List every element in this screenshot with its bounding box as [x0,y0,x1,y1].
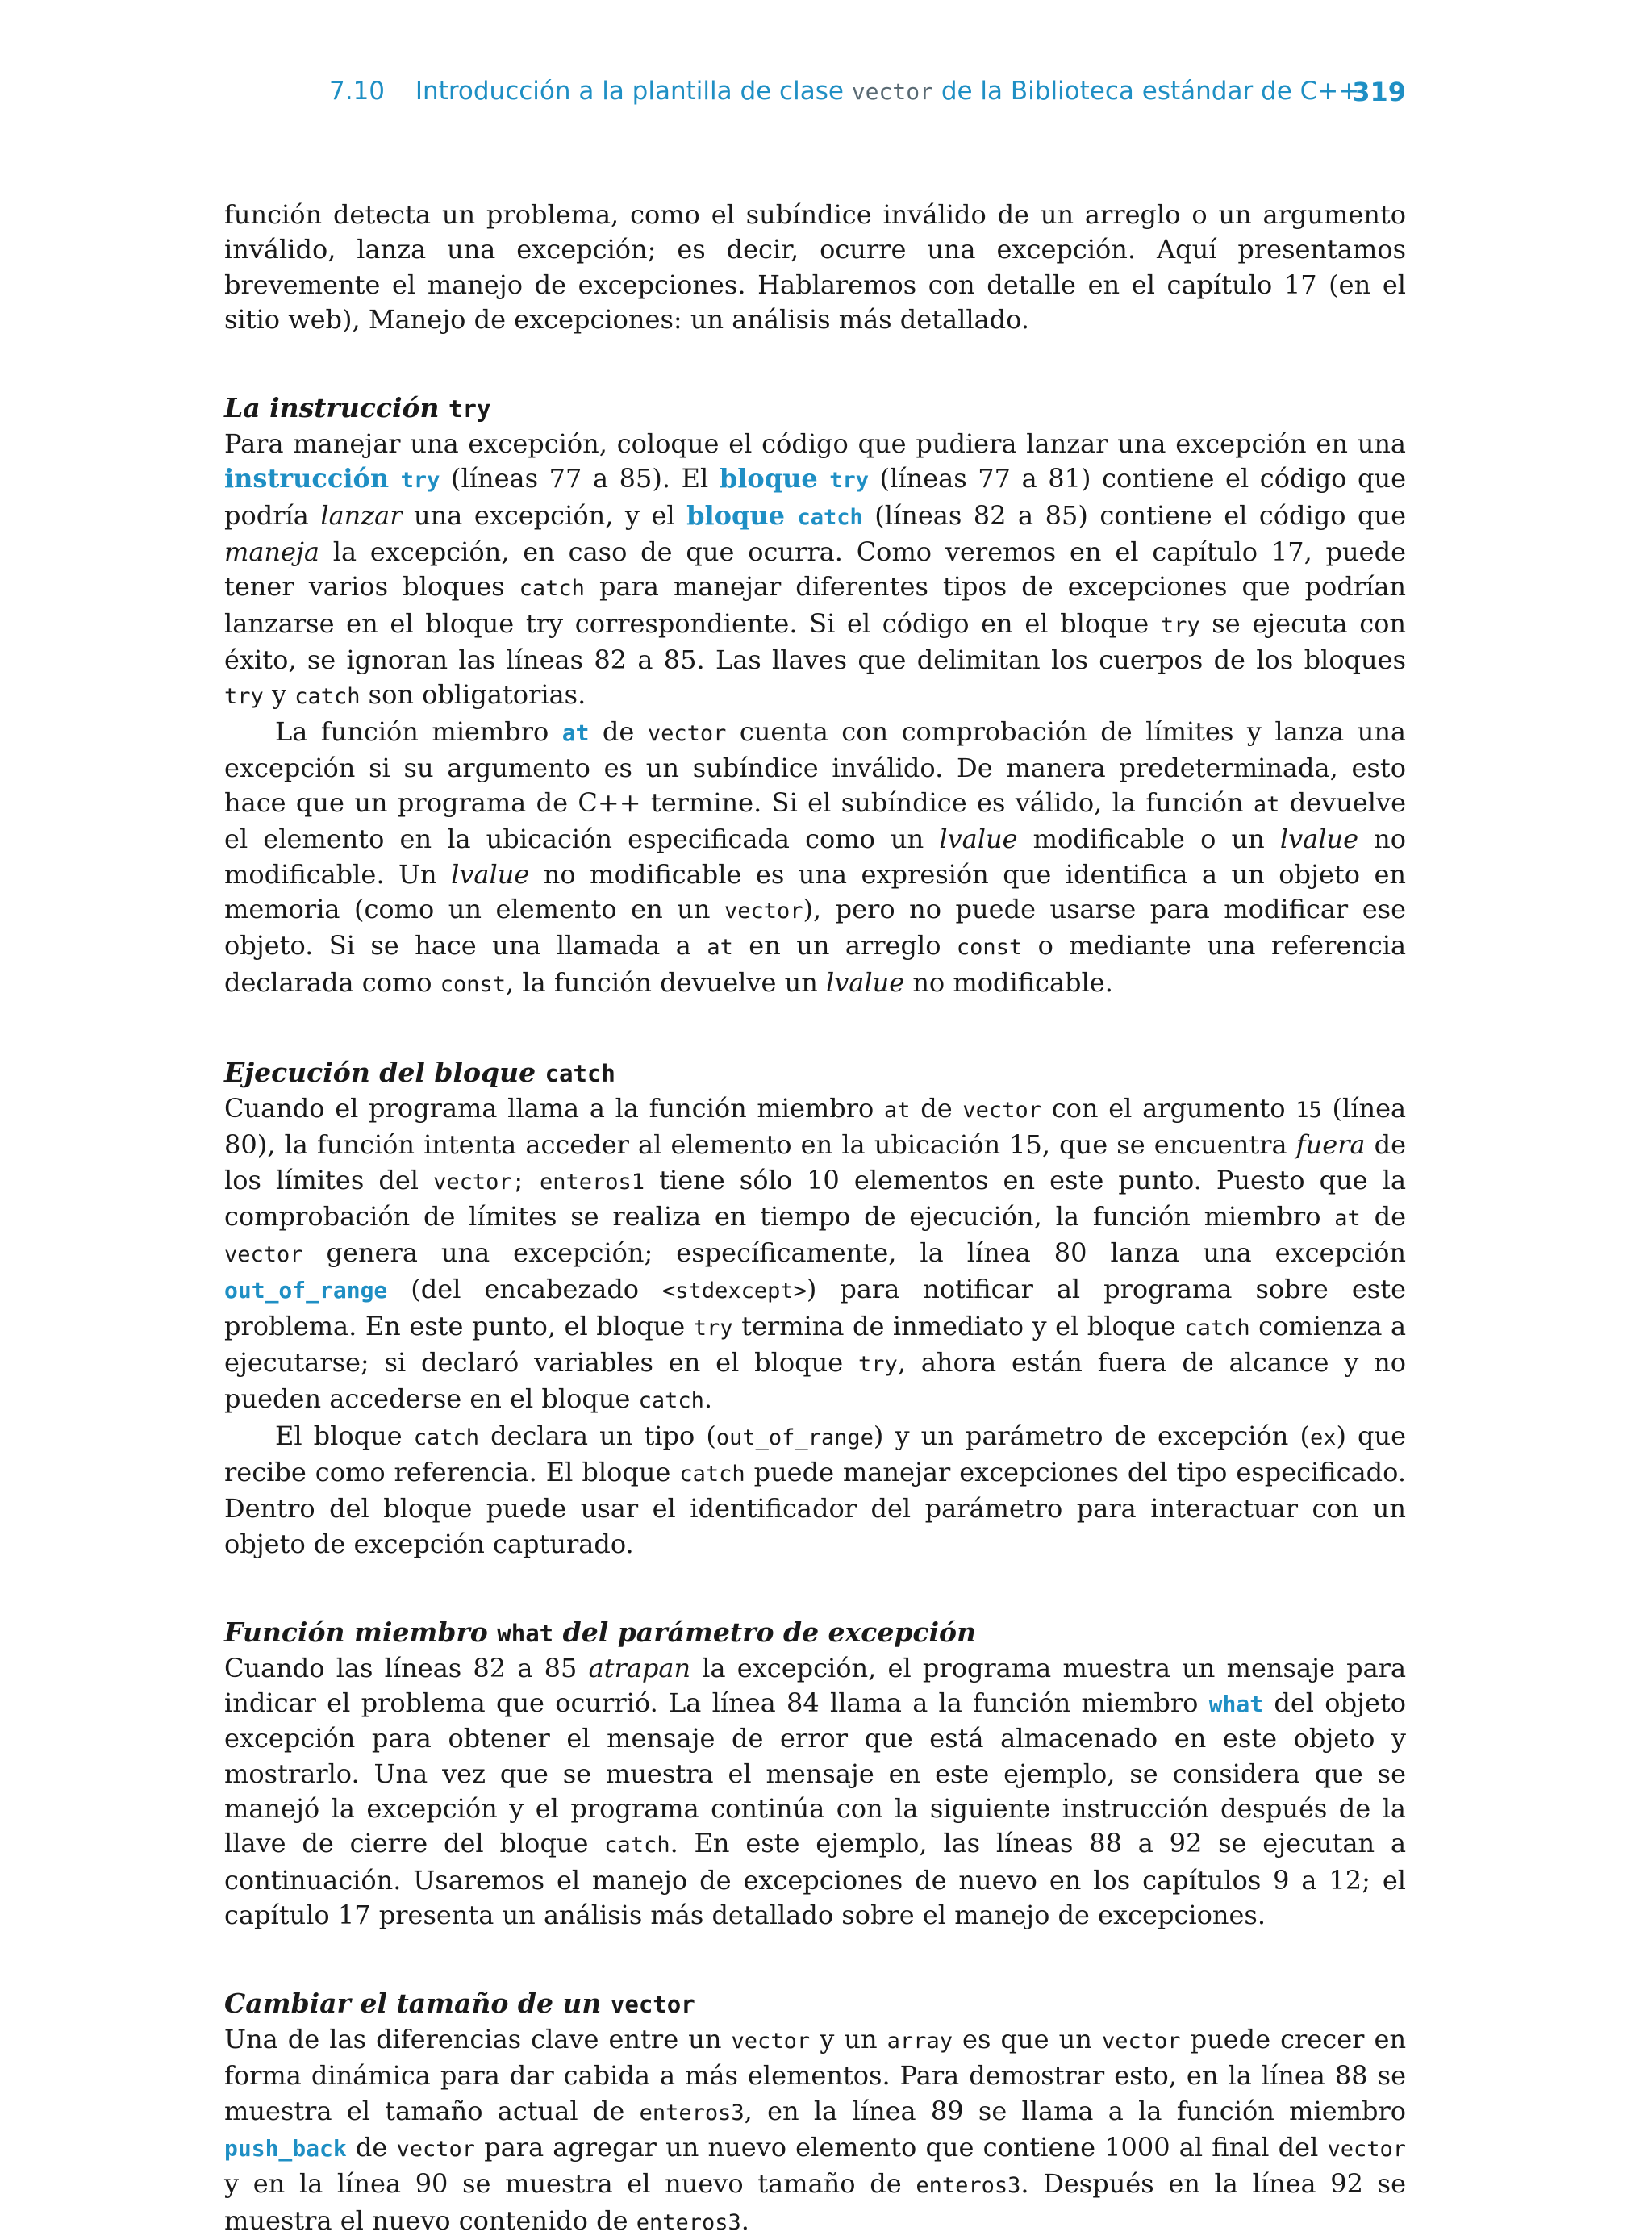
key-term-out-of-range: out_of_range [224,1277,388,1304]
paragraph-catch-1: Cuando el programa llama a la función miembro at de vector con el argumento 15 (línea 80), la función intenta acceder al elemento en la ubicación 15, que se encuentra fuera de los límites del vector; enteros1 tiene sólo 10 elementos en este punto. Puesto que la comprobación de límites se realiza en tiempo de ejecución, la función miembro at de vector genera una excepción; específicamente, la línea 80 lanza una excepción out_of_range (del encabezado <stdexcept>) para notificar al programa sobre este problema. En este punto, el bloque try termina de inmediato y el bloque catch comienza a ejecutarse; si declaró variables en el bloque try, ahora están fuera de alcance y no pueden accederse en el bloque catch. [224,1092,1407,1415]
key-term-at: at [561,719,590,746]
running-head [329,77,1406,117]
header-title-code: vector [851,78,933,105]
key-term-push-back: push_back [224,2135,347,2163]
intro-paragraph: función detecta un problema, como el subíndice inválido de un arreglo o un argumento inválido, lanza una excepción; es decir, ocurre una excepción. Aquí presentamos brevemente el manejo de excepciones. Hablaremos con detalle en el capítulo 17 (en el sitio web), Manejo de excepciones: un análisis más detallado. [224,199,1406,335]
paragraph-try-1: Para manejar una excepción, coloque el código que pudiera lanzar una excepción en una instrucción try (líneas 77 a 85). El bloque try (líneas 77 a 81) contiene el código que podría lanzar una excepción, y el bloque catch (líneas 82 a 85) contiene el código que maneja la excepción, en caso de que ocurra. Como veremos en el capítulo 17, puede tener varios bloques catch para manejar diferentes tipos de excepciones que podrían lanzarse en el bloque try correspondiente. Si el código en el bloque try se ejecuta con éxito, se ignoran las líneas 82 a 85. Las llaves que delimitan los cuerpos de los bloques try y catch son obligatorias. [224,428,1407,711]
header-title-part1: Introducción a la plantilla de clase [415,77,844,106]
paragraph-vector-1: Una de las diferencias clave entre un vector y un array es que un vector puede crecer en forma dinámica para dar cabida a más elementos. Para demostrar esto, en la línea 88 se muestra el tamaño actual de enteros3, en la línea 89 se llama a la función miembro push_back de vector para agregar un nuevo elemento que contiene 1000 al final del vector y en la línea 90 se muestra el nuevo tamaño de enteros3. Después en la línea 92 se muestra el nuevo contenido de enteros3. [224,2024,1407,2236]
section-heading-vector: Cambiar el tamaño de un vector [224,1988,695,2020]
section-number: 7.10 [329,77,386,106]
header-title-part2: de la Biblioteca estándar de C++ [941,77,1360,106]
key-term-what: what [1208,1691,1264,1718]
key-term-bloque-catch: bloque catch [686,499,863,531]
section-heading-try: La instrucción try [224,392,491,424]
page-body [224,198,1406,2240]
key-term-instruccion-try: instrucción try [224,463,440,494]
section-heading-what: Función miembro what del parámetro de excepción [224,1616,977,1648]
paragraph-try-2: La función miembro at de vector cuenta con comprobación de límites y lanza una excepción si su argumento es un subíndice inválido. De manera predeterminada, esto hace que un programa de C++ termine. Si el subíndice es válido, la función at devuelve el elemento en la ubicación especificada como un lvalue modificable o un lvalue no modificable. Un lvalue no modificable es una expresión que identifica a un objeto en memoria (como un elemento en un vector), pero no puede usarse para modificar ese objeto. Si se hace una llamada a at en un arreglo const o mediante una referencia declarada como const, la función devuelve un lvalue no modificable. [224,715,1407,998]
key-term-bloque-try: bloque try [719,463,870,494]
paragraph-catch-2: El bloque catch declara un tipo (out_of_range) y un parámetro de excepción (ex) que recibe como referencia. El bloque catch puede manejar excepciones del tipo especificado. Dentro del bloque puede usar el identificador del parámetro para interactuar con un objeto de excepción capturado. [224,1420,1407,1559]
page-number: 319 [1352,77,1406,107]
paragraph-what-1: Cuando las líneas 82 a 85 atrapan la excepción, el programa muestra un mensaje para indicar el problema que ocurrió. La línea 84 llama a la función miembro what del objeto excepción para obtener el mensaje de error que está almacenado en este objeto y mostrarlo. Una vez que se muestra el mensaje en este ejemplo, se considera que se manejó la excepción y el programa continúa con la siguiente instrucción después de la llave de cierre del bloque catch. En este ejemplo, las líneas 88 a 92 se ejecutan a continuación. Usaremos el manejo de excepciones de nuevo en los capítulos 9 a 12; el capítulo 17 presenta un análisis más detallado sobre el manejo de excepciones. [224,1652,1407,1930]
section-heading-catch: Ejecución del bloque catch [224,1056,615,1088]
